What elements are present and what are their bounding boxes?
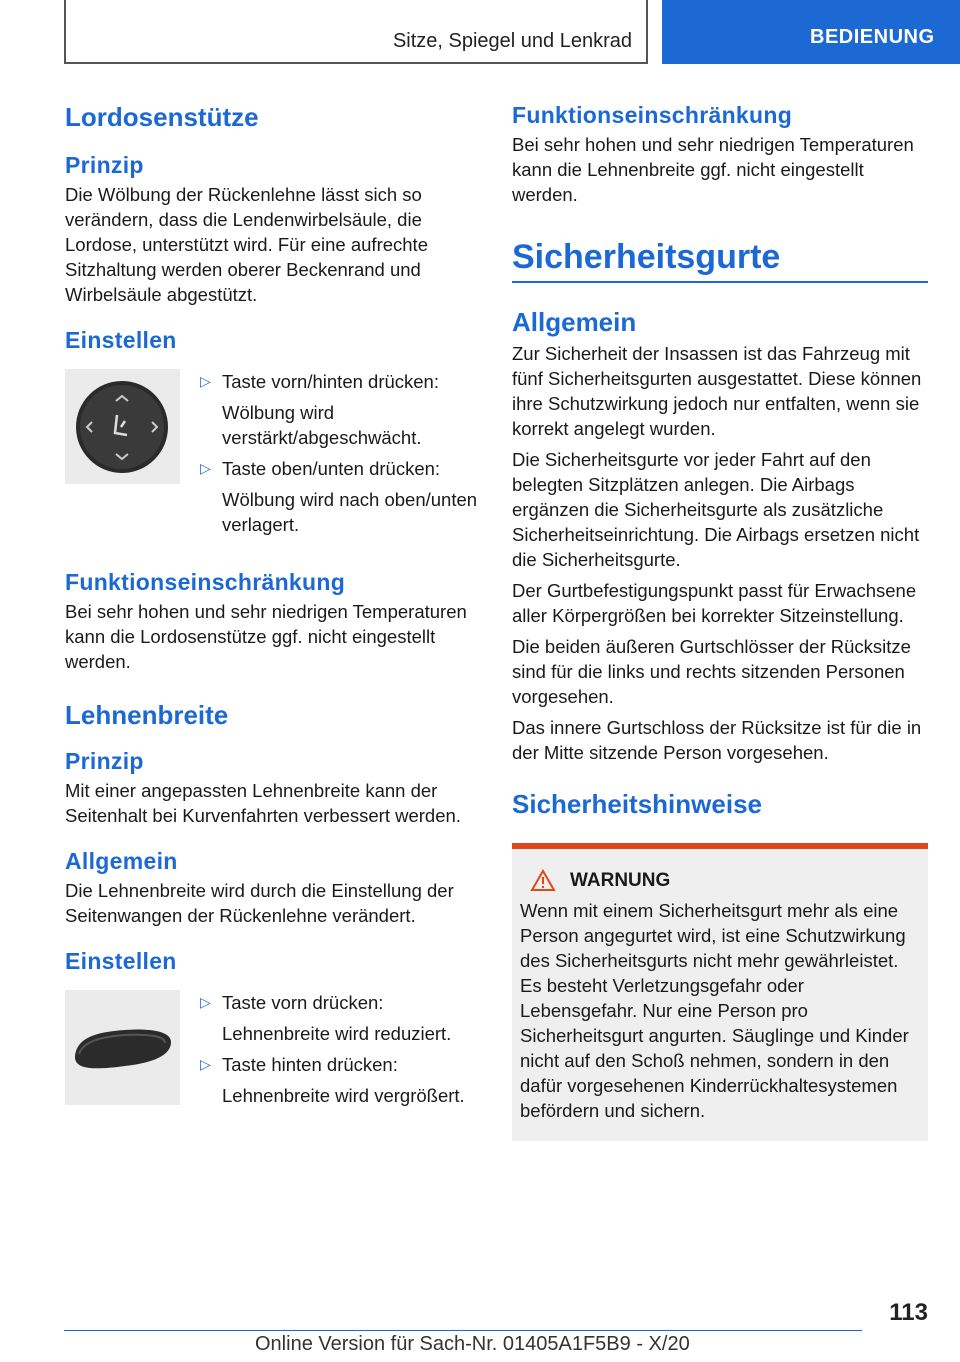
heading-prinzip: Prinzip xyxy=(65,152,144,178)
header-box xyxy=(64,0,648,64)
chapter-title: Sitze, Spiegel und Lenkrad xyxy=(392,30,632,52)
heading-lehnenbreite: Lehnenbreite xyxy=(65,700,229,730)
lordose-setting xyxy=(65,369,480,543)
paragraph: Der Gurtbefestigungspunkt passt für Erwachsene aller Körpergrößen bei korrekter Sitzeinstellung. xyxy=(512,580,917,626)
warning-text: Wenn mit einem Sicherheitsgurt mehr als eine Person angegurtet wird, ist eine Schutzwirkung des Sicherheitsgurts nicht mehr gewährleistet. Es besteht Verletzungsgefahr oder Lebensgefahr. Nur eine Person pro Sicherheitsgurt angurten. Säuglinge und Kinder nicht auf den Schoß nehmen, sondern in den dafür vorgesehenen Kinderrückhaltesystemen befördern und sichern. xyxy=(520,900,909,1121)
triangle-bullet-icon: ▷ xyxy=(200,373,211,389)
heading-prinzip-2: Prinzip xyxy=(65,748,144,774)
lehnen-button-image xyxy=(65,990,180,1105)
step-item: ▷ Taste oben/unten drücken: xyxy=(192,456,480,481)
triangle-bullet-icon: ▷ xyxy=(200,1056,211,1072)
funktionseinschraenkung-text: Bei sehr hohen und sehr niedrigen Temperaturen kann die Lordosenstütze ggf. nicht eingestellt werden. xyxy=(65,601,467,672)
footer-text: Online Version für Sach-Nr. 01405A1F5B9 - X/20 xyxy=(255,1333,690,1355)
left-column xyxy=(65,100,480,1114)
step-result: Lehnenbreite wird vergrößert. xyxy=(222,1085,465,1106)
triangle-bullet-icon: ▷ xyxy=(200,460,211,476)
section-tab[interactable]: BEDIENUNG xyxy=(662,0,960,64)
step-result: Lehnenbreite wird reduziert. xyxy=(222,1023,452,1044)
heading-funktionseinschraenkung-2: Funktionseinschränkung xyxy=(512,102,793,128)
heading-einstellen: Einstellen xyxy=(65,327,177,353)
paragraph: Zur Sicherheit der Insassen ist das Fahrzeug mit fünf Sicherheitsgurten ausgestattet. Diese können ihre Schutzwirkung jedoch nur entfalten, wenn sie korrekt angelegt wurden. xyxy=(512,343,922,439)
heading-allgemein-2: Allgemein xyxy=(512,307,637,337)
funktionseinschraenkung-2-text: Bei sehr hohen und sehr niedrigen Temperaturen kann die Lehnenbreite ggf. nicht eingestellt werden. xyxy=(512,134,914,205)
lehnen-setting xyxy=(65,990,480,1114)
heading-lordosenstuetze: Lordosenstütze xyxy=(65,102,259,132)
paragraph: Das innere Gurtschloss der Rücksitze ist für die in der Mitte sitzende Person vorgesehen. xyxy=(512,717,922,763)
paragraph: Die Sicherheitsgurte vor jeder Fahrt auf den belegten Sitzplätzen anlegen. Die Airbags ergänzen die Sicherheitsgurte als zusätzliche Sicherheitseinrichtung. Die Airbags ersetzen nicht die Sicherheitsgurte. xyxy=(512,449,920,570)
warning-label: WARNUNG xyxy=(570,869,671,891)
prinzip-text: Die Wölbung der Rückenlehne lässt sich so verändern, dass die Lendenwirbelsäule, die Lordose, unterstützt wird. Für eine aufrechte Sitzhaltung werden oberer Beckenrand und Wirbelsäule abgestützt. xyxy=(65,184,428,305)
warning-header xyxy=(520,869,920,892)
step-item: ▷ Taste vorn drücken: xyxy=(192,990,480,1015)
step-item: ▷ Taste hinten drücken: xyxy=(192,1052,480,1077)
warning-box xyxy=(512,843,928,1141)
heading-einstellen-2: Einstellen xyxy=(65,948,177,974)
warning-triangle-icon xyxy=(530,869,556,892)
heading-funktionseinschraenkung: Funktionseinschränkung xyxy=(65,569,346,595)
heading-sicherheitsgurte: Sicherheitsgurte xyxy=(512,238,781,276)
footer-rule xyxy=(64,1330,862,1331)
prinzip-2-text: Mit einer angepassten Lehnenbreite kann der Seitenhalt bei Kurvenfahrten verbessert werden. xyxy=(65,780,461,826)
heading-allgemein: Allgemein xyxy=(65,848,178,874)
page-number: 113 xyxy=(889,1299,928,1326)
paragraph: Die beiden äußeren Gurtschlösser der Rücksitze sind für die links und rechts sitzenden Personen vorgesehen. xyxy=(512,636,911,707)
triangle-bullet-icon: ▷ xyxy=(200,994,211,1010)
heading-sicherheitshinweise: Sicherheitshinweise xyxy=(512,789,762,819)
lordose-button-image xyxy=(65,369,180,484)
right-column xyxy=(512,100,928,1141)
step-result: Wölbung wird nach oben/unten verlagert. xyxy=(222,489,478,535)
step-item: ▷ Taste vorn/hinten drücken: xyxy=(192,369,480,394)
allgemein-text: Die Lehnenbreite wird durch die Einstellung der Seitenwangen der Rückenlehne verändert. xyxy=(65,880,454,926)
step-result: Wölbung wird verstärkt/abgeschwächt. xyxy=(222,402,422,448)
